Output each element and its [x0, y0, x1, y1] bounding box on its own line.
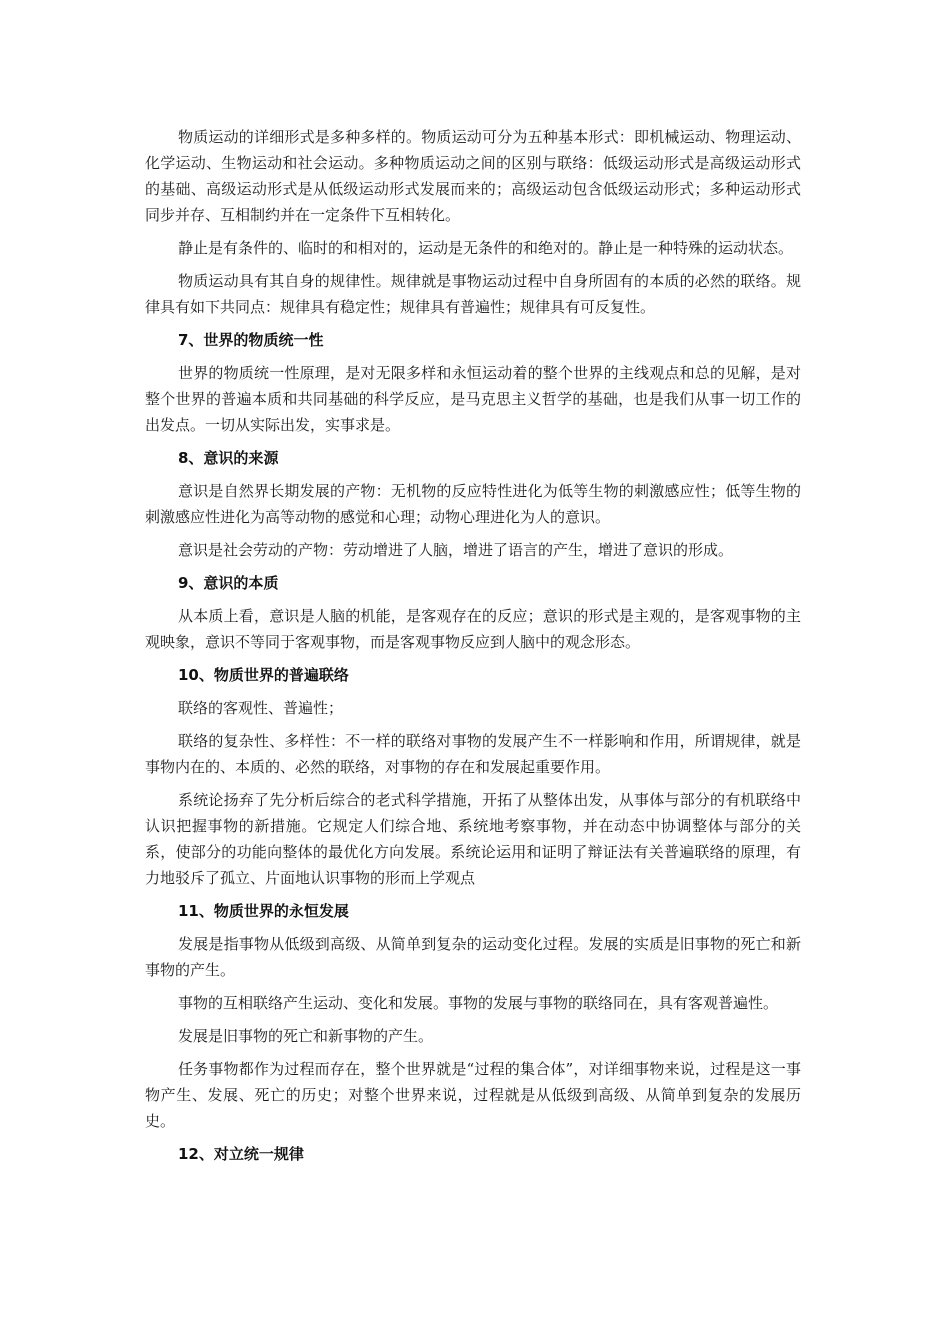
paragraph-motion-forms: 物质运动的详细形式是多种多样的。物质运动可分为五种基本形式：即机械运动、物理运动、化学运动、生物运动和社会运动。多种物质运动之间的区别与联络：低级运动形式是高级运动形式的基础、高级运动形式是从低级运动形式发展而来的；高级运动包含低级运动形式；多种运动形式同步并存、互相制约并在一定条件下互相转化。: [145, 128, 801, 224]
paragraph-process-history: 任务事物都作为过程而存在，整个世界就是“过程的集合体”，对详细事物来说，过程是这一事物产生、发展、死亡的历史；对整个世界来说，过程就是从低级到高级、从简单到复杂的发展历史。: [145, 1060, 801, 1130]
paragraph-development-definition: 发展是指事物从低级到高级、从简单到复杂的运动变化过程。发展的实质是旧事物的死亡和新事物的产生。: [145, 935, 801, 979]
section-heading-7: 7、世界的物质统一性: [178, 331, 324, 349]
paragraph-connection-objectivity: 联络的客观性、普遍性；: [178, 699, 344, 717]
paragraph-consciousness-essence: 从本质上看，意识是人脑的机能，是客观存在的反应；意识的形式是主观的，是客观事物的主观映象，意识不等同于客观事物，而是客观事物反应到人脑中的观念形态。: [145, 607, 801, 651]
paragraph-development-connection: 事物的互相联络产生运动、变化和发展。事物的发展与事物的联络同在，具有客观普遍性。: [178, 994, 779, 1012]
document-page: [145, 124, 801, 1174]
paragraph-systems-theory: 系统论扬弃了先分析后综合的老式科学措施，开拓了从整体出发，从事体与部分的有机联络中认识把握事物的新措施。它规定人们综合地、系统地考察事物，并在动态中协调整体与部分的关系，使部分的功能向整体的最优化方向发展。系统论运用和证明了辩证法有关普遍联络的原理，有力地驳斥了孤立、片面地认识事物的形而上学观点: [145, 791, 801, 887]
section-heading-12: 12、对立统一规律: [178, 1145, 304, 1163]
section-heading-8: 8、意识的来源: [178, 449, 279, 467]
paragraph-rest-relative: 静止是有条件的、临时的和相对的，运动是无条件的和绝对的。静止是一种特殊的运动状态。: [178, 239, 794, 257]
section-heading-9: 9、意识的本质: [178, 574, 279, 592]
paragraph-development-old-new: 发展是旧事物的死亡和新事物的产生。: [178, 1027, 434, 1045]
section-heading-11: 11、物质世界的永恒发展: [178, 902, 349, 920]
paragraph-material-unity: 世界的物质统一性原理，是对无限多样和永恒运动着的整个世界的主线观点和总的见解，是对整个世界的普遍本质和共同基础的科学反应，是马克思主义哲学的基础，也是我们从事一切工作的出发点。一切从实际出发，实事求是。: [145, 364, 801, 434]
paragraph-consciousness-labor-product: 意识是社会劳动的产物：劳动增进了人脑，增进了语言的产生，增进了意识的形成。: [178, 541, 734, 559]
section-heading-10: 10、物质世界的普遍联络: [178, 666, 349, 684]
paragraph-connection-complexity: 联络的复杂性、多样性：不一样的联络对事物的发展产生不一样影响和作用，所谓规律，就是事物内在的、本质的、必然的联络，对事物的存在和发展起重要作用。: [145, 732, 801, 776]
paragraph-consciousness-nature-product: 意识是自然界长期发展的产物：无机物的反应特性进化为低等生物的刺激感应性；低等生物的刺激感应性进化为高等动物的感觉和心理；动物心理进化为人的意识。: [145, 482, 801, 526]
paragraph-motion-laws: 物质运动具有其自身的规律性。规律就是事物运动过程中自身所固有的本质的必然的联络。规律具有如下共同点：规律具有稳定性；规律具有普遍性；规律具有可反复性。: [145, 272, 801, 316]
